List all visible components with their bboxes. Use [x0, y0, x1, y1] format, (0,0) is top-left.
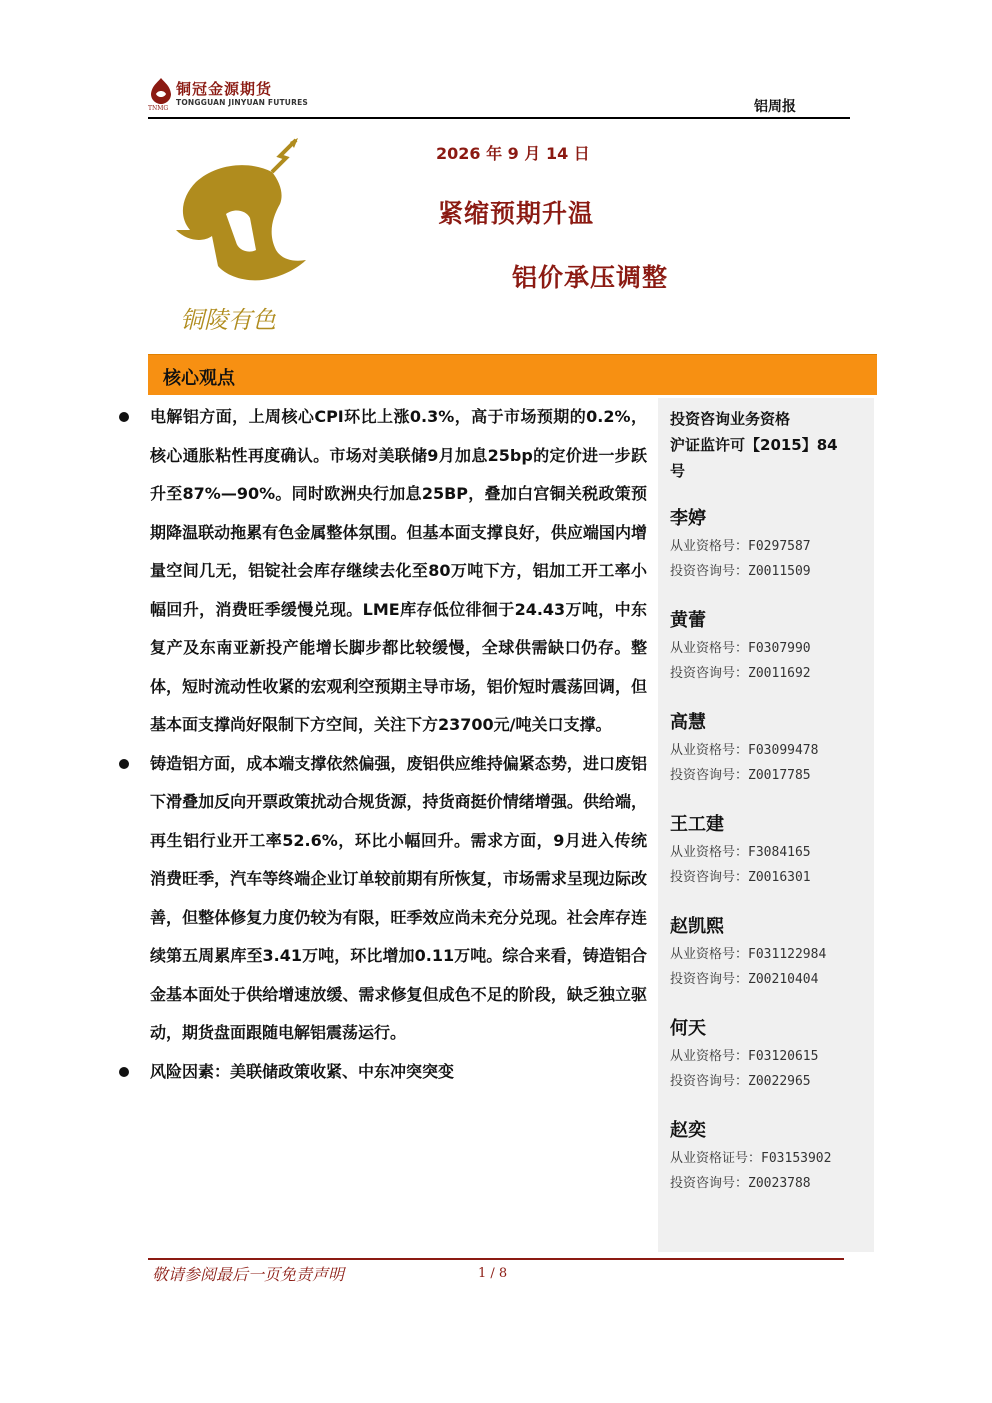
report-title-line1: 紧缩预期升温 [438, 199, 595, 228]
emblem-caption: 铜陵有色 [180, 306, 276, 334]
report-title-line2: 铝价承压调整 [512, 263, 669, 292]
analyst-consult: 投资咨询号：Z0016301 [670, 870, 811, 885]
analyst-consult: 投资咨询号：Z0017785 [670, 768, 811, 783]
analyst-cert: 从业资格号：F0307990 [670, 641, 811, 656]
section-title: 核心观点 [163, 368, 235, 389]
analyst-name: 赵凯熙 [670, 916, 724, 937]
report-date: 2026 年 9 月 14 日 [436, 144, 590, 163]
paragraph-electrolytic-aluminum [112, 398, 647, 745]
qualification-line: 投资咨询业务资格 [670, 410, 791, 428]
analyst-cert: 从业资格号：F031122984 [670, 947, 827, 962]
analyst-name: 高慧 [670, 712, 706, 733]
disclaimer-note: 敬请参阅最后一页免责声明 [152, 1265, 345, 1284]
analyst-name: 李婷 [670, 508, 706, 529]
paragraph-text: 铸造铝方面，成本端支撑依然偏强，废铝供应维持偏紧态势，进口废铝下滑叠加反向开票政策扰动合规货源，持货商挺价情绪增强。供给端，再生铝行业开工率52.6%，环比小幅回升。需求方面，9月进入传统消费旺季，汽车等终端企业订单较前期有所恢复，市场需求呈现边际改善，但整体修复力度仍较为有限，旺季效应尚未充分兑现。社会库存连续第五周累库至3.41万吨，环比增加0.11万吨。综合来看，铸造铝合金基本面处于供给增速放缓、需求修复但成色不足的阶段，缺乏独立驱动，期货盘面跟随电解铝震荡运行。 [150, 753, 647, 1042]
analyst-cert: 从业资格号：F0297587 [670, 539, 811, 554]
paragraph-text: 风险因素：美联储政策收紧、中东冲突突变 [150, 1061, 455, 1081]
page-number: 1 / 8 [478, 1266, 508, 1281]
analyst-cert: 从业资格号：F03120615 [670, 1049, 819, 1064]
analyst-consult: 投资咨询号：Z00210404 [670, 972, 819, 987]
analyst-consult: 投资咨询号：Z0022965 [670, 1074, 811, 1089]
analyst-cert: 从业资格证号：F03153902 [670, 1151, 832, 1166]
paragraph-risk-factors [112, 1053, 647, 1091]
core-view-body [112, 398, 647, 1091]
analyst-card [670, 708, 870, 788]
analyst-card [670, 606, 870, 686]
analyst-sidebar [658, 398, 874, 1252]
analyst-consult: 投资咨询号：Z0011509 [670, 564, 811, 579]
paragraph-cast-aluminum [112, 745, 647, 1053]
analyst-name: 赵奕 [670, 1120, 706, 1141]
analyst-cert: 从业资格号：F03099478 [670, 743, 819, 758]
report-type: 铝周报 [754, 99, 796, 115]
bullet-icon [119, 759, 129, 769]
bullet-icon [119, 1067, 129, 1077]
tongling-nonferrous-emblem [168, 138, 316, 338]
analyst-name: 何天 [670, 1018, 706, 1039]
analyst-name: 黄蕾 [670, 610, 706, 631]
analyst-cert: 从业资格号：F3084165 [670, 845, 811, 860]
company-name-en: TONGGUAN JINYUAN FUTURES [176, 98, 308, 107]
qualification-line: 号 [670, 462, 686, 480]
section-header-bar [148, 354, 877, 395]
analyst-consult: 投资咨询号：Z0011692 [670, 666, 811, 681]
analyst-card [670, 1014, 870, 1094]
analyst-consult: 投资咨询号：Z0023788 [670, 1176, 811, 1191]
company-abbr: TNMG [148, 105, 169, 112]
analyst-card [670, 810, 870, 890]
bullet-icon [119, 412, 129, 422]
analyst-card [670, 504, 870, 584]
qualification-line: 沪证监许可【2015】84 [670, 436, 838, 454]
header-divider [148, 117, 850, 119]
company-name-cn: 铜冠金源期货 [176, 80, 273, 98]
analyst-card [670, 912, 870, 992]
paragraph-text: 电解铝方面，上周核心CPI环比上涨0.3%，高于市场预期的0.2%，核心通胀粘性再度确认。市场对美联储9月加息25bp的定价进一步跃升至87%—90%。同时欧洲央行加息25BP，叠加白宫铜关税政策预期降温联动拖累有色金属整体氛围。但基本面支撑良好，供应端国内增量空间几无，铝锭社会库存继续去化至80万吨下方，铝加工开工率小幅回升，消费旺季缓慢兑现。LME库存低位徘徊于24.43万吨，中东复产及东南亚新投产能增长脚步都比较缓慢，全球供需缺口仍存。整体，短时流动性收紧的宏观利空预期主导市场，铝价短时震荡回调，但基本面支撑尚好限制下方空间，关注下方23700元/吨关口支撑。 [150, 407, 647, 734]
analyst-name: 王工建 [670, 814, 724, 835]
analyst-card [670, 1116, 870, 1196]
footer-divider [148, 1258, 844, 1260]
